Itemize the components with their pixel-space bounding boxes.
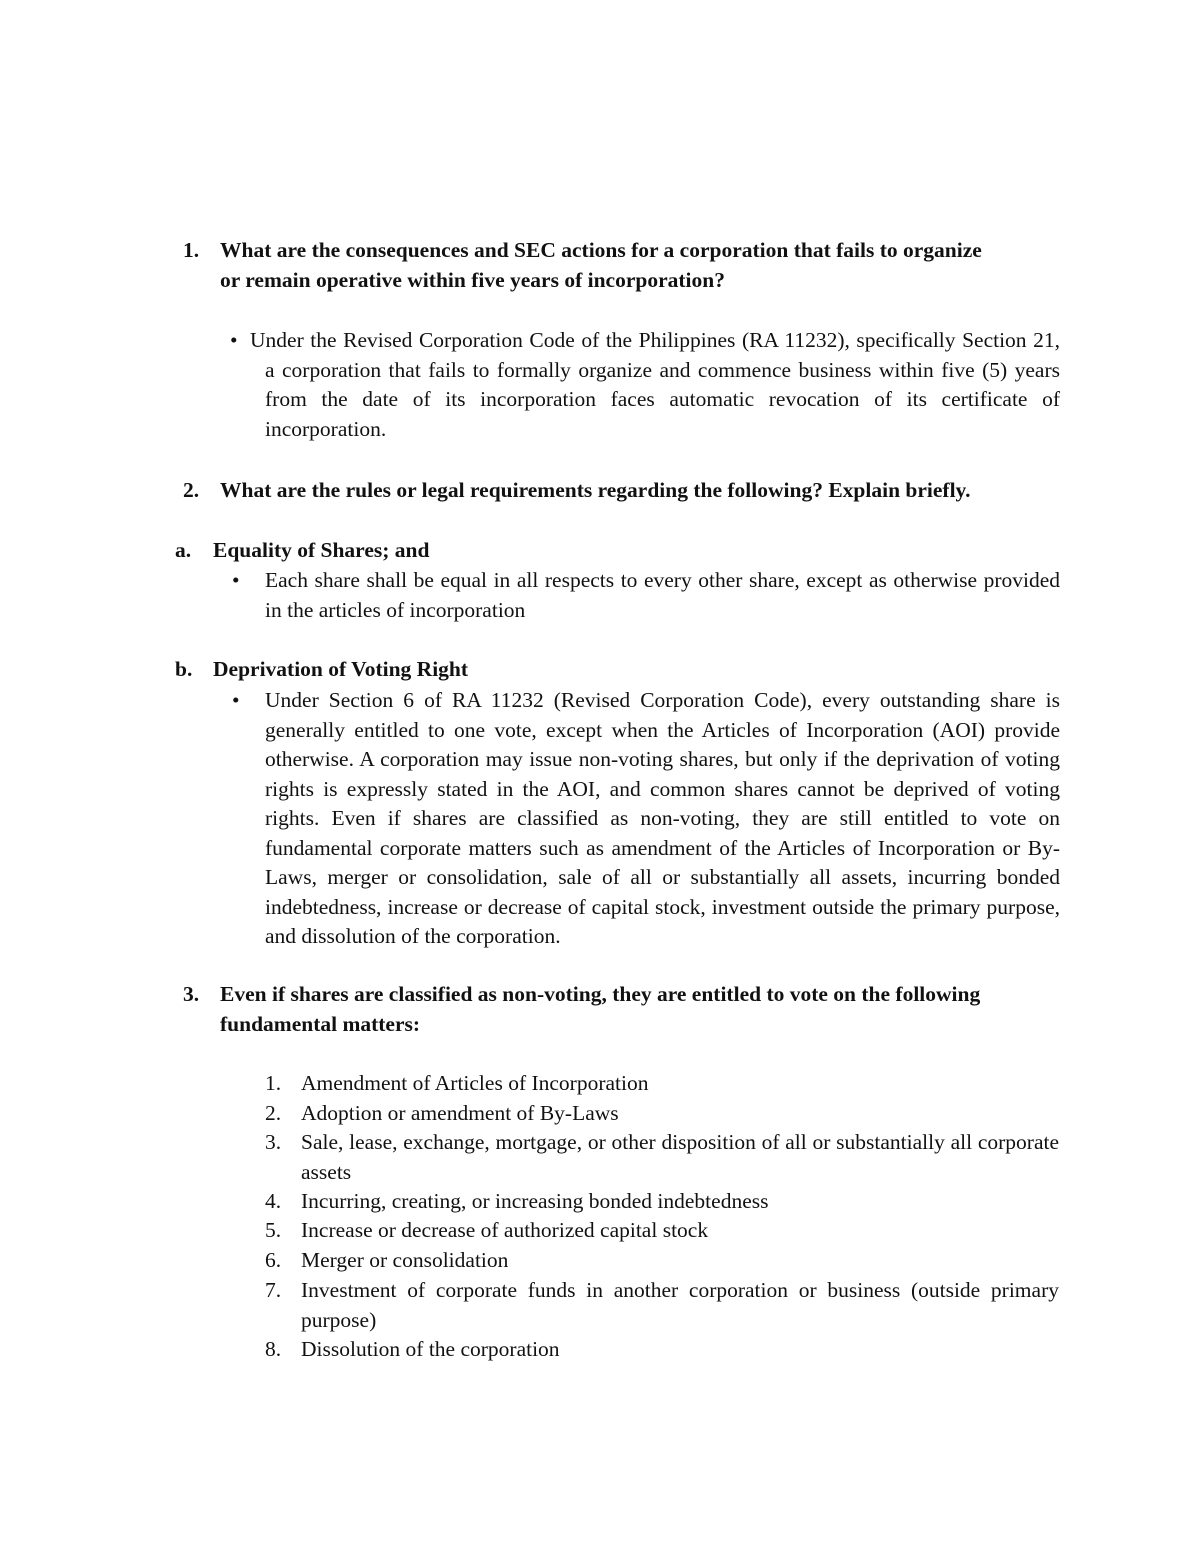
- list-item-text: Adoption or amendment of By-Laws: [301, 1101, 619, 1125]
- list-item-number: 6.: [265, 1248, 282, 1272]
- question-1-number: 1.: [183, 238, 200, 262]
- list-item-number: 3.: [265, 1130, 282, 1154]
- question-3-text-line2: fundamental matters:: [220, 1012, 421, 1036]
- list-item-text: Merger or consolidation: [301, 1248, 509, 1272]
- bullet-icon: •: [232, 568, 240, 592]
- list-item-text: Sale, lease, exchange, mortgage, or other disposition of all or substantially all corporate assets: [301, 1130, 1059, 1184]
- list-item-text: Increase or decrease of authorized capital stock: [301, 1218, 709, 1242]
- part-b-heading: Deprivation of Voting Right: [213, 657, 469, 681]
- answer-1-text: Under the Revised Corporation Code of the Philippines (RA 11232), specifically Section 21, a corporation that fails to formally organize and commence business within five (5) years from the date of its incorporation faces automatic revocation of its certificate of incorporation.: [250, 328, 1060, 441]
- question-3-number: 3.: [183, 982, 200, 1006]
- question-3-text-line1: Even if shares are classified as non-voting, they are entitled to vote on the following: [220, 982, 981, 1006]
- question-1-text-line1: What are the consequences and SEC actions for a corporation that fails to organize: [220, 238, 982, 262]
- bullet-icon: •: [232, 688, 240, 712]
- question-1-text-line2: or remain operative within five years of incorporation?: [220, 268, 725, 292]
- bullet-icon: •: [230, 328, 238, 352]
- list-item-number: 7.: [265, 1278, 282, 1302]
- question-2-number: 2.: [183, 478, 200, 502]
- part-a-answer: Each share shall be equal in all respects to every other share, except as otherwise provided in the articles of incorporation: [265, 568, 1060, 622]
- list-item-text: Dissolution of the corporation: [301, 1337, 560, 1361]
- part-a-letter: a.: [175, 538, 192, 562]
- list-item-number: 5.: [265, 1218, 282, 1242]
- list-item-number: 1.: [265, 1071, 282, 1095]
- list-item-text: Investment of corporate funds in another corporation or business (outside primary purpose): [301, 1278, 1059, 1332]
- list-item-number: 8.: [265, 1337, 282, 1361]
- part-a-heading: Equality of Shares; and: [213, 538, 430, 562]
- part-b-letter: b.: [175, 657, 193, 681]
- part-b-answer: Under Section 6 of RA 11232 (Revised Corporation Code), every outstanding share is generally entitled to one vote, except when the Articles of Incorporation (AOI) provide otherwise. A corporation may issue non-voting shares, but only if the deprivation of voting rights is expressly stated in the AOI, and common shares cannot be deprived of voting rights. Even if shares are classified as non-voting, they are still entitled to vote on fundamental corporate matters such as amendment of the Articles of Incorporation or By-Laws, merger or consolidation, sale of all or substantially all assets, incurring bonded indebtedness, increase or decrease of capital stock, investment outside the primary purpose, and dissolution of the corporation.: [265, 688, 1060, 948]
- list-item-text: Incurring, creating, or increasing bonded indebtedness: [301, 1189, 769, 1213]
- list-item-number: 4.: [265, 1189, 282, 1213]
- list-item-text: Amendment of Articles of Incorporation: [301, 1071, 649, 1095]
- list-item-number: 2.: [265, 1101, 282, 1125]
- answer-1: [250, 326, 1060, 444]
- question-2-text: What are the rules or legal requirements regarding the following? Explain briefly.: [220, 478, 971, 502]
